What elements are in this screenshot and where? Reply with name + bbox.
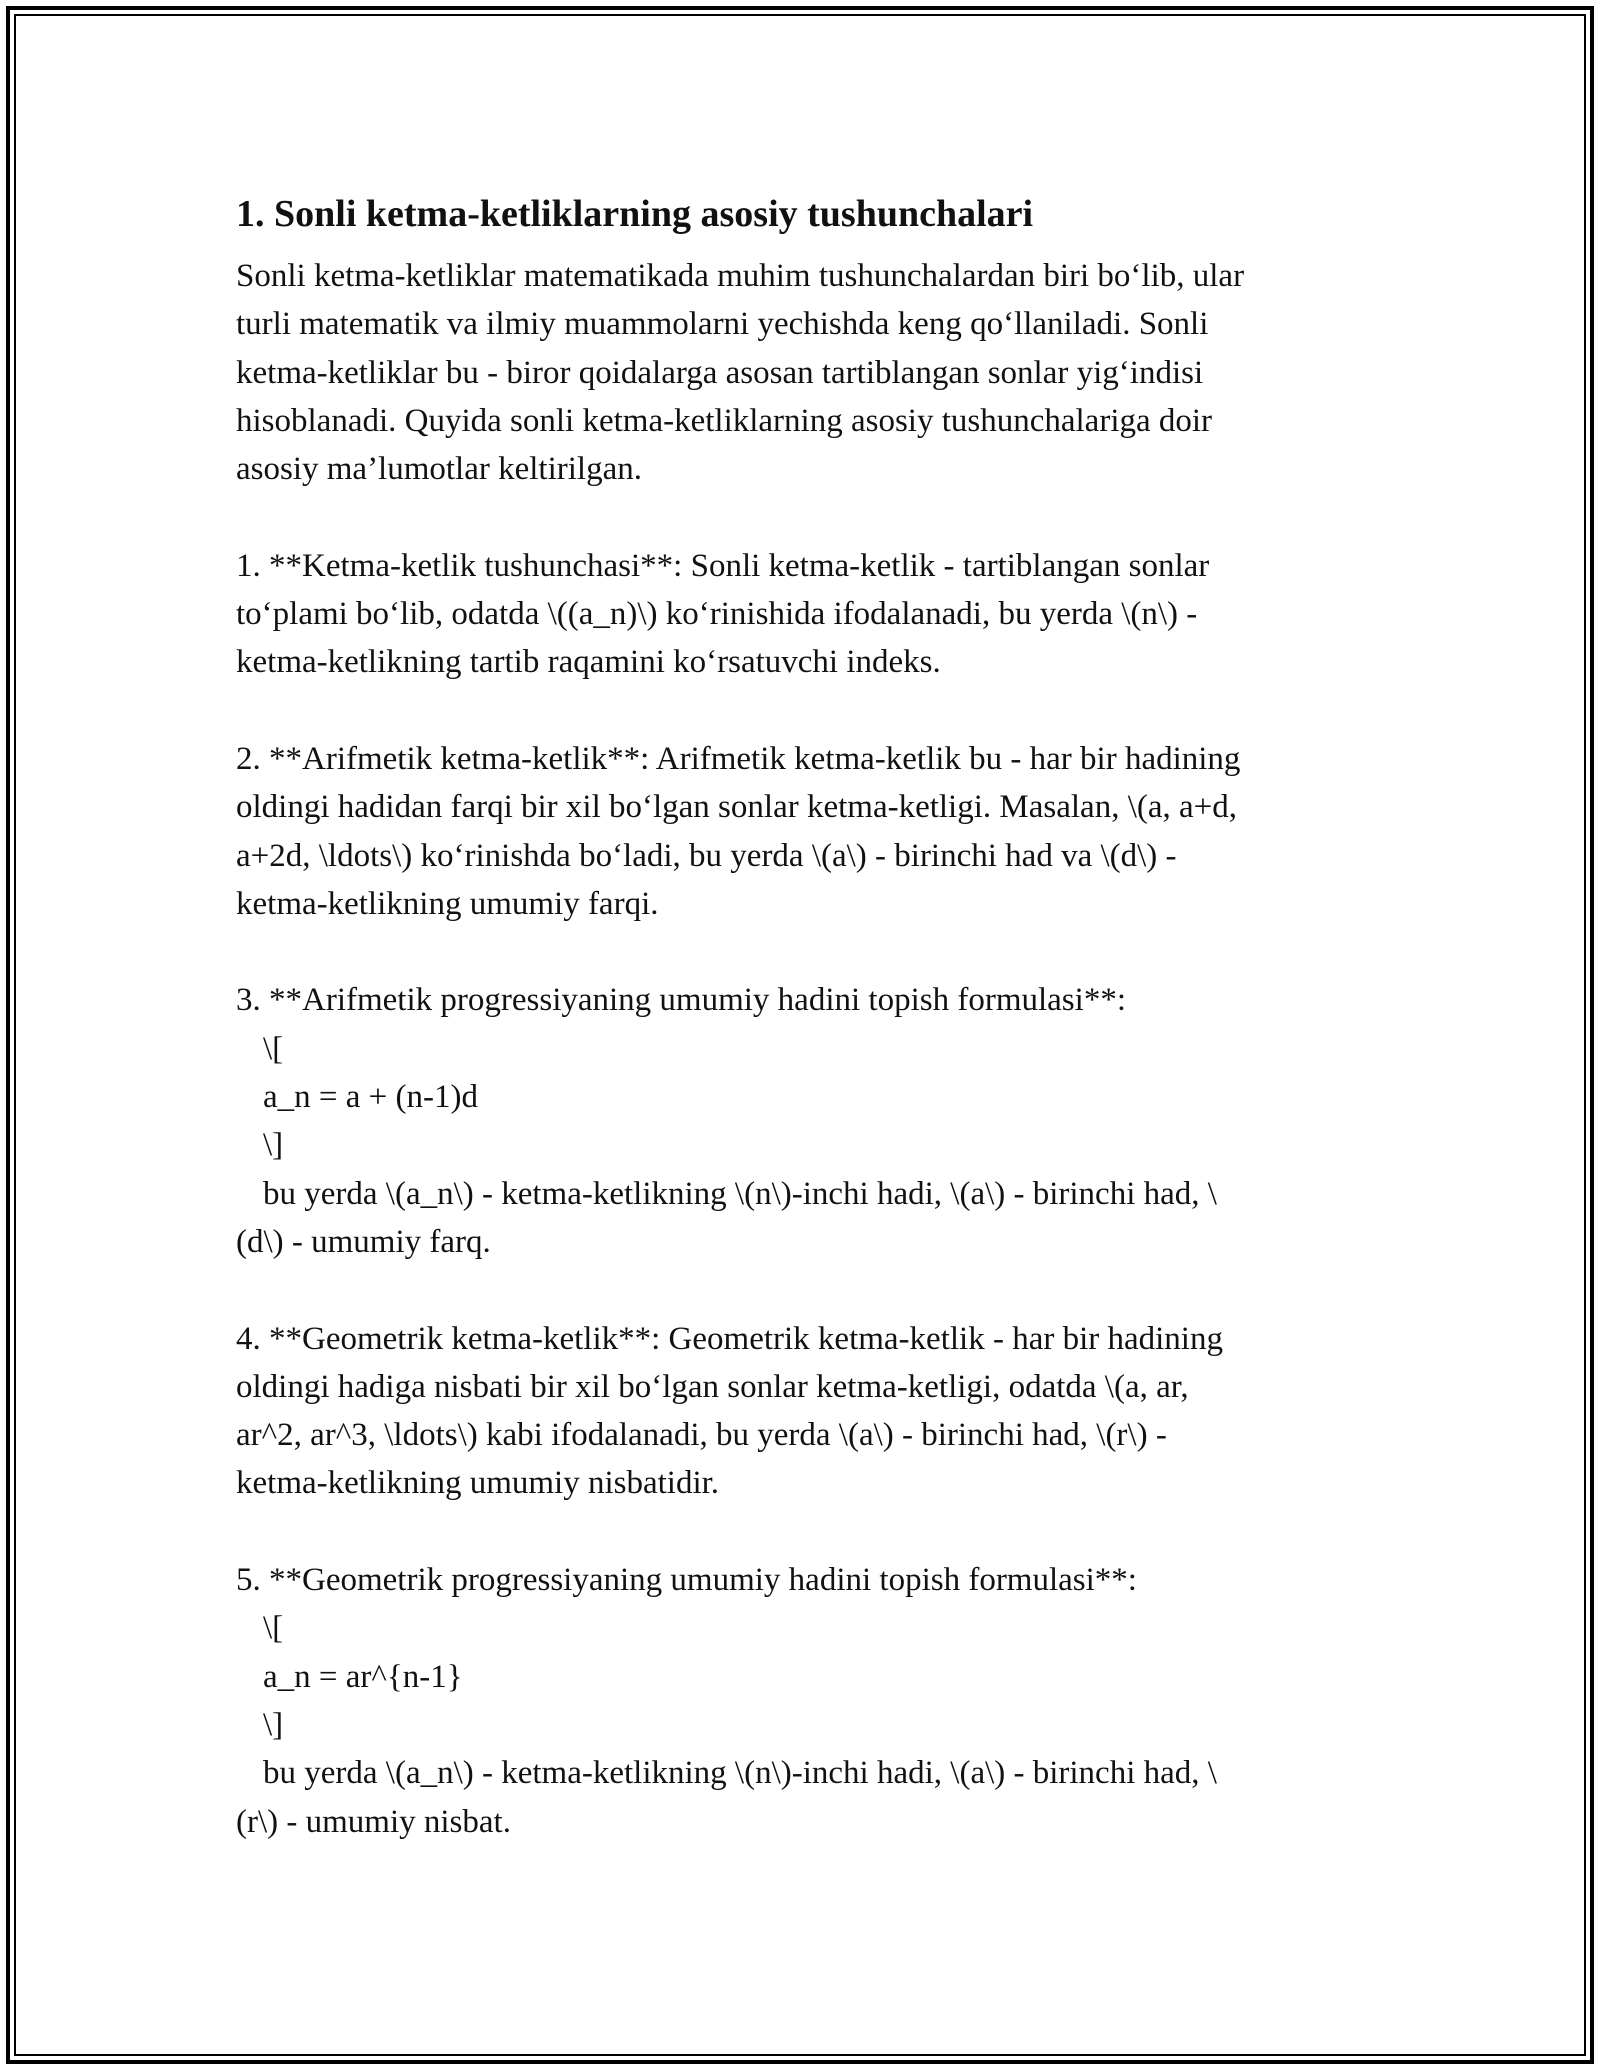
item-title: 5. **Geometrik progressiyaning umumiy hadini topish formulasi**: <box>236 1562 1137 1599</box>
list-item-4 <box>236 1315 1366 1508</box>
item-description: bu yerda \(a_n\) - ketma-ketlikning \(n\)-inchi hadi, \(a\) - birinchi had, \ <box>263 1755 1217 1792</box>
section-heading: 1. Sonli ketma-ketliklarning asosiy tushunchalari <box>236 193 1034 235</box>
intro-line: turli matematik va ilmiy muammolarni yechishda keng qo‘llaniladi. Sonli <box>236 306 1209 343</box>
intro-line: Sonli ketma-ketliklar matematikada muhim tushunchalardan biri bo‘lib, ular <box>236 258 1245 294</box>
formula-open: \[ <box>263 1610 284 1647</box>
item-line: ketma-ketlikning umumiy nisbatidir. <box>236 1465 720 1502</box>
formula: a_n = a + (n-1)d <box>263 1079 478 1116</box>
formula-open: \[ <box>263 1030 284 1067</box>
item-title: 3. **Arifmetik progressiyaning umumiy hadini topish formulasi**: <box>236 982 1126 1019</box>
item-line: ar^2, ar^3, \ldots\) kabi ifodalanadi, bu yerda \(a\) - birinchi had, \(r\) - <box>236 1417 1167 1454</box>
paragraph-spacer <box>236 1266 1366 1314</box>
intro-line: ketma-ketliklar bu - biror qoidalarga asosan tartiblangan sonlar yig‘indisi <box>236 354 1204 391</box>
intro-line: asosiy ma’lumotlar keltirilgan. <box>236 451 642 488</box>
paragraph-spacer <box>236 687 1366 735</box>
item-line: 2. **Arifmetik ketma-ketlik**: Arifmetik ketma-ketlik bu - har bir hadining <box>236 740 1241 777</box>
intro-paragraph <box>236 252 1366 493</box>
formula-close: \] <box>263 1127 284 1164</box>
list-item-1 <box>236 542 1366 687</box>
item-line: ketma-ketlikning umumiy farqi. <box>236 885 659 922</box>
item-description: (r\) - umumiy nisbat. <box>236 1803 511 1840</box>
item-line: a+2d, \ldots\) ko‘rinishda bo‘ladi, bu yerda \(a\) - birinchi had va \(d\) - <box>236 837 1177 874</box>
paragraph-spacer <box>236 1508 1366 1556</box>
list-item-3 <box>236 976 1366 1266</box>
item-line: to‘plami bo‘lib, odatda \((a_n)\) ko‘rinishida ifodalanadi, bu yerda \(n\) - <box>236 596 1198 633</box>
item-line: 4. **Geometrik ketma-ketlik**: Geometrik ketma-ketlik - har bir hadining <box>236 1320 1223 1357</box>
list-item-2 <box>236 735 1366 928</box>
formula: a_n = ar^{n-1} <box>263 1658 463 1695</box>
document-body <box>236 186 1366 1846</box>
list-item-5 <box>236 1556 1366 1846</box>
intro-line: hisoblanadi. Quyida sonli ketma-ketliklarning asosiy tushunchalariga doir <box>236 402 1213 439</box>
formula-close: \] <box>263 1706 284 1743</box>
item-description: (d\) - umumiy farq. <box>236 1223 491 1260</box>
item-line: oldingi hadidan farqi bir xil bo‘lgan sonlar ketma-ketligi. Masalan, \(a, a+d, <box>236 789 1238 826</box>
paragraph-spacer <box>236 493 1366 541</box>
paragraph-spacer <box>236 928 1366 976</box>
item-line: 1. **Ketma-ketlik tushunchasi**: Sonli ketma-ketlik - tartiblangan sonlar <box>236 547 1210 584</box>
item-line: ketma-ketlikning tartib raqamini ko‘rsatuvchi indeks. <box>236 644 941 681</box>
item-line: oldingi hadiga nisbati bir xil bo‘lgan sonlar ketma-ketligi, odatda \(a, ar, <box>236 1368 1189 1405</box>
item-description: bu yerda \(a_n\) - ketma-ketlikning \(n\)-inchi hadi, \(a\) - birinchi had, \ <box>263 1175 1217 1212</box>
